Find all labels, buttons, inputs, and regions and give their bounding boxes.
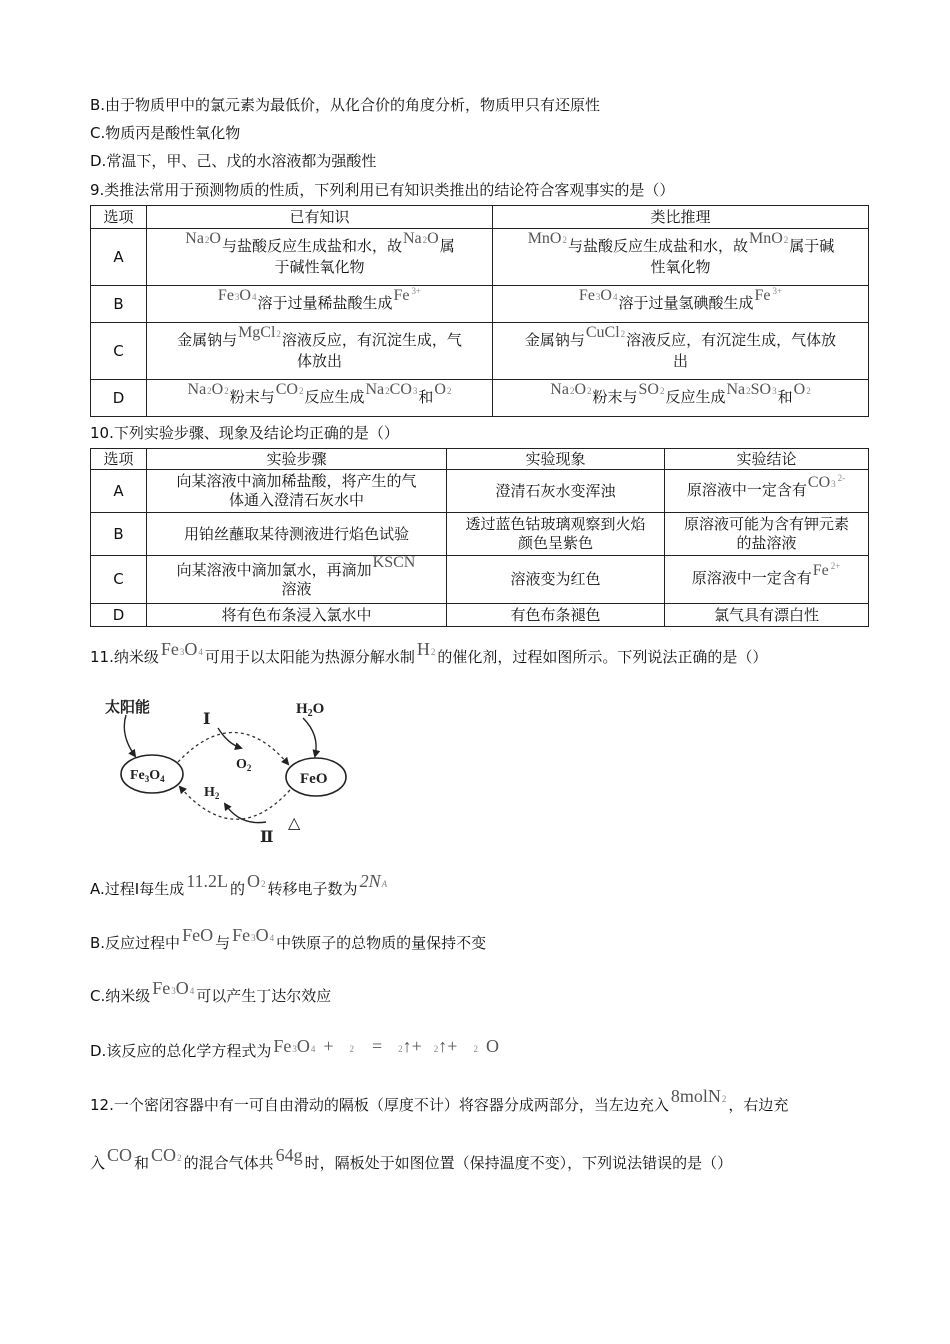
- q10-row-a-conclusion: 原溶液中一定含有$CO3^{2-}$: [665, 470, 869, 513]
- diagram-sun-label: 太阳能: [105, 700, 151, 716]
- q8-option-c: C.物质丙是酸性氧化物: [90, 124, 241, 142]
- q12-stem-line1: 12.一个密闭容器中有一可自由滑动的隔板（厚度不计）将容器分成两部分，当左边充入 8molN2 ，右边充: [90, 1086, 789, 1114]
- q9-row-b-inference: Fe3O4溶于过量氢碘酸生成Fe $^{3+}$: [493, 286, 869, 323]
- q10-row-c-observation: 溶液变为红色: [447, 556, 665, 604]
- formula: MnO2: [527, 230, 567, 247]
- q10-row-a: [91, 470, 869, 513]
- diagram-h2-label: $H_2$: [204, 785, 220, 801]
- q9-row-d: [91, 380, 869, 417]
- formula: SO2: [638, 380, 665, 398]
- diagram-water-label: $H_2O$: [296, 701, 325, 719]
- q9-header-inference: 类比推理: [493, 206, 869, 229]
- q9-row-a-inference: MnO2与盐酸反应生成盐和水，故MnO2属于碱 性氧化物: [493, 229, 869, 286]
- diagram-heat-symbol: △: [288, 815, 301, 832]
- formula: Fe $^{2+}$: [812, 561, 841, 579]
- formula: 64g: [275, 1145, 303, 1165]
- q10-header-observation: 实验现象: [447, 449, 665, 470]
- q10-row-d-option: D: [91, 604, 147, 627]
- diagram-step-1: Ⅰ: [203, 711, 211, 728]
- formula: O2: [793, 380, 811, 398]
- formula: KSCN: [372, 553, 416, 571]
- q10-row-a-step: 向某溶液中滴加稀盐酸，将产生的气 体通入澄清石灰水中: [147, 470, 447, 513]
- q9-header-row: [91, 206, 869, 229]
- q9-row-a-option: A: [91, 229, 147, 286]
- formula: MnO2: [749, 230, 789, 247]
- q9-row-d-inference: Na2O2粉末与SO2反应生成Na2SO3和O2: [493, 380, 869, 417]
- formula: CO2: [151, 1145, 182, 1165]
- q10-row-d-step: 将有色布条浸入氯水中: [147, 604, 447, 627]
- q9-row-c: [91, 323, 869, 380]
- q11-option-b: B.反应过程中 FeO 与 Fe3O4 中铁原子的总物质的量保持不变: [90, 925, 487, 952]
- q9-row-a-knowledge: Na2O与盐酸反应生成盐和水，故Na2O属 于碱性氧化物: [147, 229, 493, 286]
- q10-header-conclusion: 实验结论: [665, 449, 869, 470]
- formula: 8molN2: [670, 1086, 727, 1106]
- q9-row-c-inference: 金属钠与CuCl2溶液反应，有沉淀生成，气体放 出: [493, 323, 869, 380]
- q10-row-b-observation: 透过蓝色钴玻璃观察到火焰 颜色呈紫色: [447, 513, 665, 556]
- q10-row-b-step: 用铂丝蘸取某待测液进行焰色试验: [147, 513, 447, 556]
- diagram-o2-label: $O_2$: [236, 757, 252, 773]
- q10-row-a-option: A: [91, 470, 147, 513]
- q11-option-d: D.该反应的总化学方程式为 Fe3O4 + 2 = 2↑+ 2↑+ 2 O: [90, 1036, 499, 1060]
- q9-row-b: [91, 286, 869, 323]
- q9-row-d-option: D: [91, 380, 147, 417]
- diagram-fe3o4-label: $Fe_3O_4$: [130, 768, 165, 784]
- formula: Na2O2: [187, 380, 229, 398]
- q9-header-option: 选项: [91, 206, 147, 229]
- formula: Na2O2: [550, 380, 592, 398]
- formula: O2: [247, 871, 266, 891]
- formula: Fe3O4: [232, 925, 275, 945]
- q10-row-b-option: B: [91, 513, 147, 556]
- q11-option-a: A.过程Ⅰ每生成 11.2L 的 O2 转移电子数为 2NA: [90, 871, 388, 898]
- q10-row-d-observation: 有色布条褪色: [447, 604, 665, 627]
- q9-row-d-knowledge: Na2O2粉末与CO2反应生成Na2CO3和O2: [147, 380, 493, 417]
- formula: H2: [416, 639, 436, 659]
- q9-row-c-option: C: [91, 323, 147, 380]
- formula: 2NA: [359, 871, 388, 891]
- formula: Fe $^{3+}$: [393, 285, 422, 304]
- q9-table: [90, 205, 869, 417]
- q8-option-b: B.由于物质甲中的氯元素为最低价，从化合价的角度分析，物质甲只有还原性: [90, 96, 601, 114]
- formula: FeO: [182, 925, 214, 945]
- formula: Na2SO3: [726, 380, 777, 398]
- q10-row-c-conclusion: 原溶液中一定含有Fe $^{2+}$: [665, 556, 869, 604]
- formula: Fe3O4: [217, 286, 257, 304]
- q10-row-c-option: C: [91, 556, 147, 604]
- q10-row-d-conclusion: 氯气具有漂白性: [665, 604, 869, 627]
- o2-arrow: [218, 728, 241, 748]
- formula: CuCl2: [585, 324, 626, 341]
- q9-row-a: [91, 229, 869, 286]
- q11-stem: 11.纳米级 Fe3O4 可用于以太阳能为热源分解水制 H2 的催化剂，过程如图所示。下列说法正确的是（）: [90, 639, 768, 666]
- water-arrow: [303, 718, 316, 756]
- q10-row-b: [91, 513, 869, 556]
- formula: Na2CO3: [365, 380, 418, 398]
- catalytic-cycle-diagram: [100, 690, 350, 850]
- q10-row-a-observation: 澄清石灰水变浑浊: [447, 470, 665, 513]
- q10-header-row: [91, 449, 869, 470]
- diagram-feo-label: FeO: [300, 771, 328, 787]
- upper-dashed-arc: [178, 732, 288, 764]
- sun-arrow: [124, 715, 135, 756]
- formula: $CO3^{2-}$: [807, 472, 846, 491]
- formula: Na2O: [185, 230, 221, 247]
- q9-row-b-knowledge: Fe3O4溶于过量稀盐酸生成Fe $^{3+}$: [147, 286, 493, 323]
- q10-row-c: [91, 556, 869, 604]
- formula: CO: [107, 1145, 133, 1165]
- diagram-step-2: Ⅱ: [260, 829, 274, 846]
- formula: Fe $^{3+}$: [754, 285, 783, 304]
- q10-stem: 10.下列实验步骤、现象及结论均正确的是（）: [90, 424, 399, 442]
- q12-stem-line2: 入 CO 和 CO2 的混合气体共 64g 时，隔板处于如图位置（保持温度不变），下列说法错误的是（）: [90, 1145, 733, 1172]
- formula: CO2: [275, 380, 304, 398]
- q10-row-b-conclusion: 原溶液可能为含有钾元素 的盐溶液: [665, 513, 869, 556]
- q9-row-b-option: B: [91, 286, 147, 323]
- q11-option-c: C.纳米级 Fe3O4 可以产生丁达尔效应: [90, 978, 332, 1005]
- q10-row-c-step: 向某溶液中滴加氯水，再滴加KSCN 溶液: [147, 556, 447, 604]
- formula: Fe3O4: [578, 286, 618, 304]
- formula: Fe3O4: [160, 639, 203, 659]
- q9-header-knowledge: 已有知识: [147, 206, 493, 229]
- q10-header-option: 选项: [91, 449, 147, 470]
- formula: Fe3O4: [152, 978, 195, 998]
- equation: Fe3O4 + 2 = 2↑+ 2↑+ 2 O: [273, 1036, 499, 1056]
- q8-option-d: D.常温下，甲、己、戊的水溶液都为强酸性: [90, 152, 377, 170]
- formula: Na2O: [403, 230, 439, 247]
- q10-row-d: [91, 604, 869, 627]
- q9-row-c-knowledge: 金属钠与MgCl2溶液反应，有沉淀生成，气 体放出: [147, 323, 493, 380]
- q10-table: [90, 448, 869, 627]
- formula: O2: [434, 380, 452, 398]
- formula: 11.2L: [186, 871, 229, 891]
- formula: MgCl2: [238, 324, 281, 341]
- q9-stem: 9.类推法常用于预测物质的性质，下列利用已有知识类推出的结论符合客观事实的是（）: [90, 181, 675, 199]
- q10-header-step: 实验步骤: [147, 449, 447, 470]
